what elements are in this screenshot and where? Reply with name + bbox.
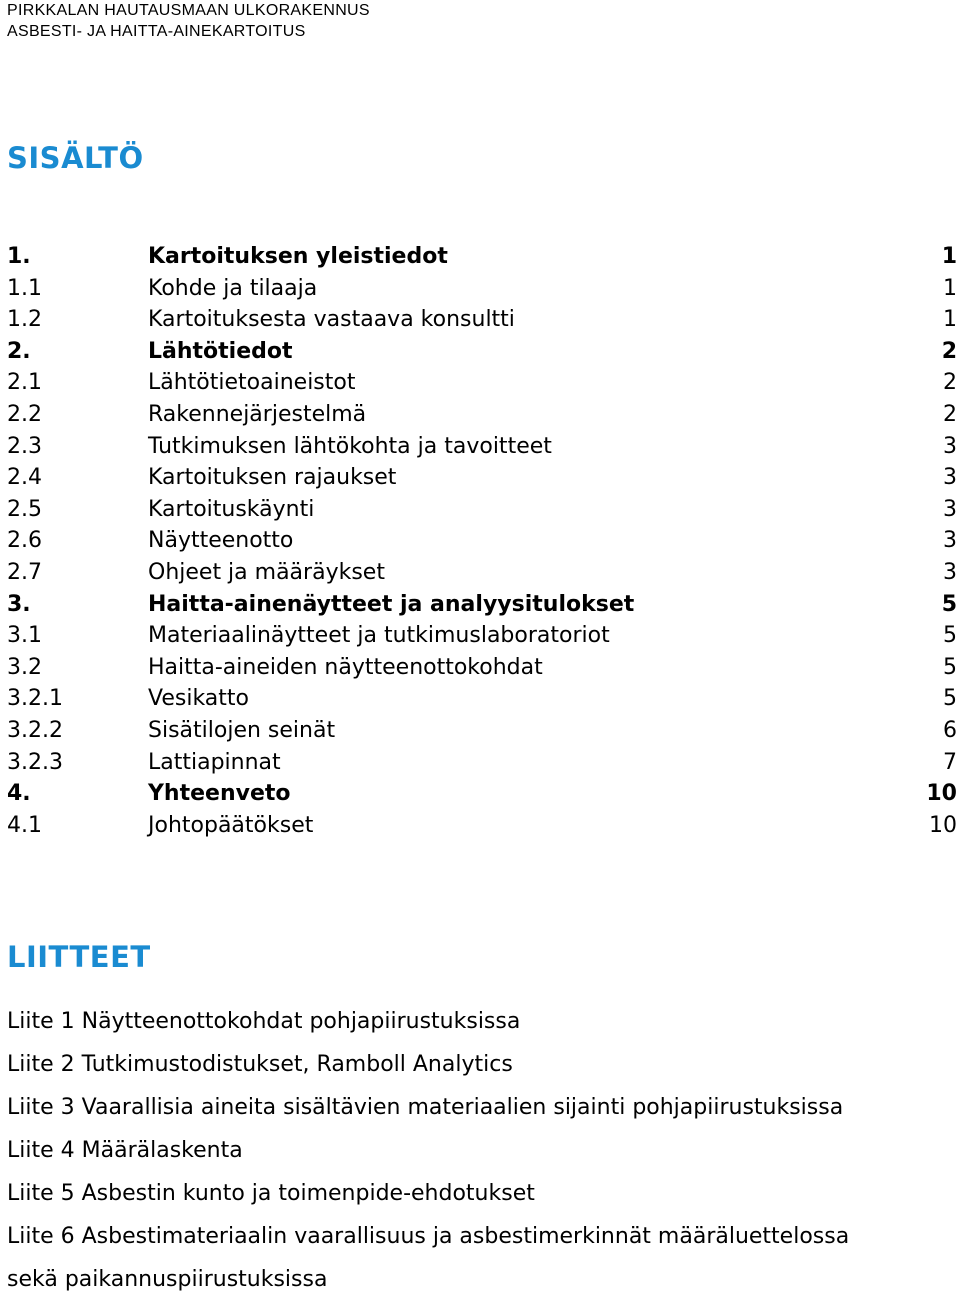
- toc-entry-number: 3.2.2: [7, 717, 63, 743]
- toc-entry-title: Haitta-aineiden näytteenottokohdat: [148, 654, 543, 680]
- toc-entry[interactable]: [7, 525, 957, 557]
- toc-entry-number: 3.: [7, 591, 31, 617]
- table-of-contents: [7, 241, 957, 841]
- toc-entry-title: Materiaalinäytteet ja tutkimuslaboratoriot: [148, 623, 610, 649]
- toc-entry[interactable]: [7, 241, 957, 273]
- toc-entry-page-number: 2: [941, 338, 957, 364]
- toc-entry-number: 4.1: [7, 812, 42, 838]
- toc-entry-number: 1.1: [7, 275, 42, 301]
- toc-entry-page-number: 3: [943, 528, 957, 554]
- toc-entry[interactable]: [7, 589, 957, 621]
- toc-entry-page-number: 1: [941, 244, 957, 269]
- toc-entry[interactable]: [7, 557, 957, 589]
- toc-entry[interactable]: [7, 367, 957, 399]
- toc-entry-page-number: 10: [929, 812, 957, 838]
- toc-entry-title: Kartoituksen rajaukset: [148, 465, 397, 491]
- appendix-item: Liite 5 Asbestin kunto ja toimenpide-ehdotukset: [7, 1181, 535, 1206]
- toc-entry-page-number: 10: [926, 781, 957, 807]
- document-header: [7, 0, 370, 42]
- toc-entry-title: Näytteenotto: [148, 528, 294, 554]
- toc-entry-number: 2.2: [7, 401, 42, 427]
- appendix-list: [7, 1000, 952, 1301]
- toc-entry-title: Johtopäätökset: [148, 812, 314, 838]
- toc-entry-page-number: 6: [943, 717, 957, 743]
- toc-entry[interactable]: [7, 494, 957, 526]
- toc-entry-title: Lähtötietoaineistot: [148, 370, 356, 396]
- toc-entry[interactable]: [7, 431, 957, 463]
- toc-entry-number: 3.2.3: [7, 749, 63, 775]
- toc-entry-title: Lähtötiedot: [148, 338, 293, 364]
- toc-entry-page-number: 7: [943, 749, 957, 775]
- toc-entry[interactable]: [7, 399, 957, 431]
- appendix-item: Liite 4 Määrälaskenta: [7, 1138, 243, 1163]
- toc-entry-title: Kartoituskäynti: [148, 496, 315, 522]
- toc-entry[interactable]: [7, 273, 957, 305]
- toc-entry-title: Ohjeet ja määräykset: [148, 559, 385, 585]
- toc-entry-title: Haitta-ainenäytteet ja analyysitulokset: [148, 591, 635, 617]
- toc-entry-title: Lattiapinnat: [148, 749, 281, 775]
- toc-entry-page-number: 1: [943, 307, 957, 333]
- appendix-item: Liite 6 Asbestimateriaalin vaarallisuus ja asbestimerkinnät määräluettelossa: [7, 1224, 850, 1249]
- appendix-item: Liite 2 Tutkimustodistukset, Ramboll Analytics: [7, 1052, 513, 1077]
- toc-entry[interactable]: [7, 778, 957, 810]
- toc-entry-page-number: 3: [943, 496, 957, 522]
- toc-entry-page-number: 5: [943, 623, 957, 649]
- toc-entry-title: Vesikatto: [148, 686, 249, 712]
- toc-entry-number: 3.1: [7, 623, 42, 649]
- header-report-type: ASBESTI- JA HAITTA-AINEKARTOITUS: [7, 23, 306, 40]
- header-project-name: PIRKKALAN HAUTAUSMAAN ULKORAKENNUS: [7, 2, 370, 19]
- toc-entry-title: Kartoituksen yleistiedot: [148, 244, 448, 269]
- toc-entry[interactable]: [7, 620, 957, 652]
- toc-entry-number: 2.4: [7, 465, 42, 491]
- toc-entry-title: Sisätilojen seinät: [148, 717, 336, 743]
- toc-entry-number: 3.2: [7, 654, 42, 680]
- toc-entry-page-number: 3: [943, 559, 957, 585]
- toc-entry-page-number: 1: [943, 275, 957, 301]
- toc-entry-page-number: 5: [941, 591, 957, 617]
- toc-entry-number: 2.7: [7, 559, 42, 585]
- toc-entry-title: Tutkimuksen lähtökohta ja tavoitteet: [148, 433, 552, 459]
- toc-entry-number: 4.: [7, 781, 31, 807]
- toc-entry[interactable]: [7, 810, 957, 842]
- appendix-item: Liite 1 Näytteenottokohdat pohjapiirustuksissa: [7, 1009, 521, 1034]
- toc-entry[interactable]: [7, 747, 957, 779]
- toc-entry[interactable]: [7, 715, 957, 747]
- toc-entry-number: 1.2: [7, 307, 42, 333]
- toc-entry[interactable]: [7, 652, 957, 684]
- toc-entry-number: 2.5: [7, 496, 42, 522]
- toc-entry-page-number: 3: [943, 465, 957, 491]
- toc-entry-number: 3.2.1: [7, 686, 63, 712]
- toc-entry[interactable]: [7, 462, 957, 494]
- toc-entry[interactable]: [7, 683, 957, 715]
- toc-entry-page-number: 5: [943, 686, 957, 712]
- toc-entry-number: 1.: [7, 244, 31, 269]
- toc-entry-title: Kartoituksesta vastaava konsultti: [148, 307, 515, 333]
- toc-entry-page-number: 5: [943, 654, 957, 680]
- appendix-item: sekä paikannuspiirustuksissa: [7, 1267, 328, 1292]
- toc-entry-title: Yhteenveto: [148, 781, 291, 807]
- toc-entry[interactable]: [7, 304, 957, 336]
- toc-title: SISÄLTÖ: [7, 141, 144, 175]
- toc-entry-title: Kohde ja tilaaja: [148, 275, 318, 301]
- toc-entry-page-number: 2: [943, 401, 957, 427]
- toc-entry-number: 2.3: [7, 433, 42, 459]
- toc-entry-title: Rakennejärjestelmä: [148, 401, 367, 427]
- appendix-item: Liite 3 Vaarallisia aineita sisältävien materiaalien sijainti pohjapiirustuksissa: [7, 1095, 844, 1120]
- toc-entry[interactable]: [7, 336, 957, 368]
- toc-entry-number: 2.: [7, 338, 31, 364]
- toc-entry-page-number: 2: [943, 370, 957, 396]
- toc-entry-number: 2.6: [7, 528, 42, 554]
- appendix-title: LIITTEET: [7, 940, 151, 974]
- toc-entry-page-number: 3: [943, 433, 957, 459]
- toc-entry-number: 2.1: [7, 370, 42, 396]
